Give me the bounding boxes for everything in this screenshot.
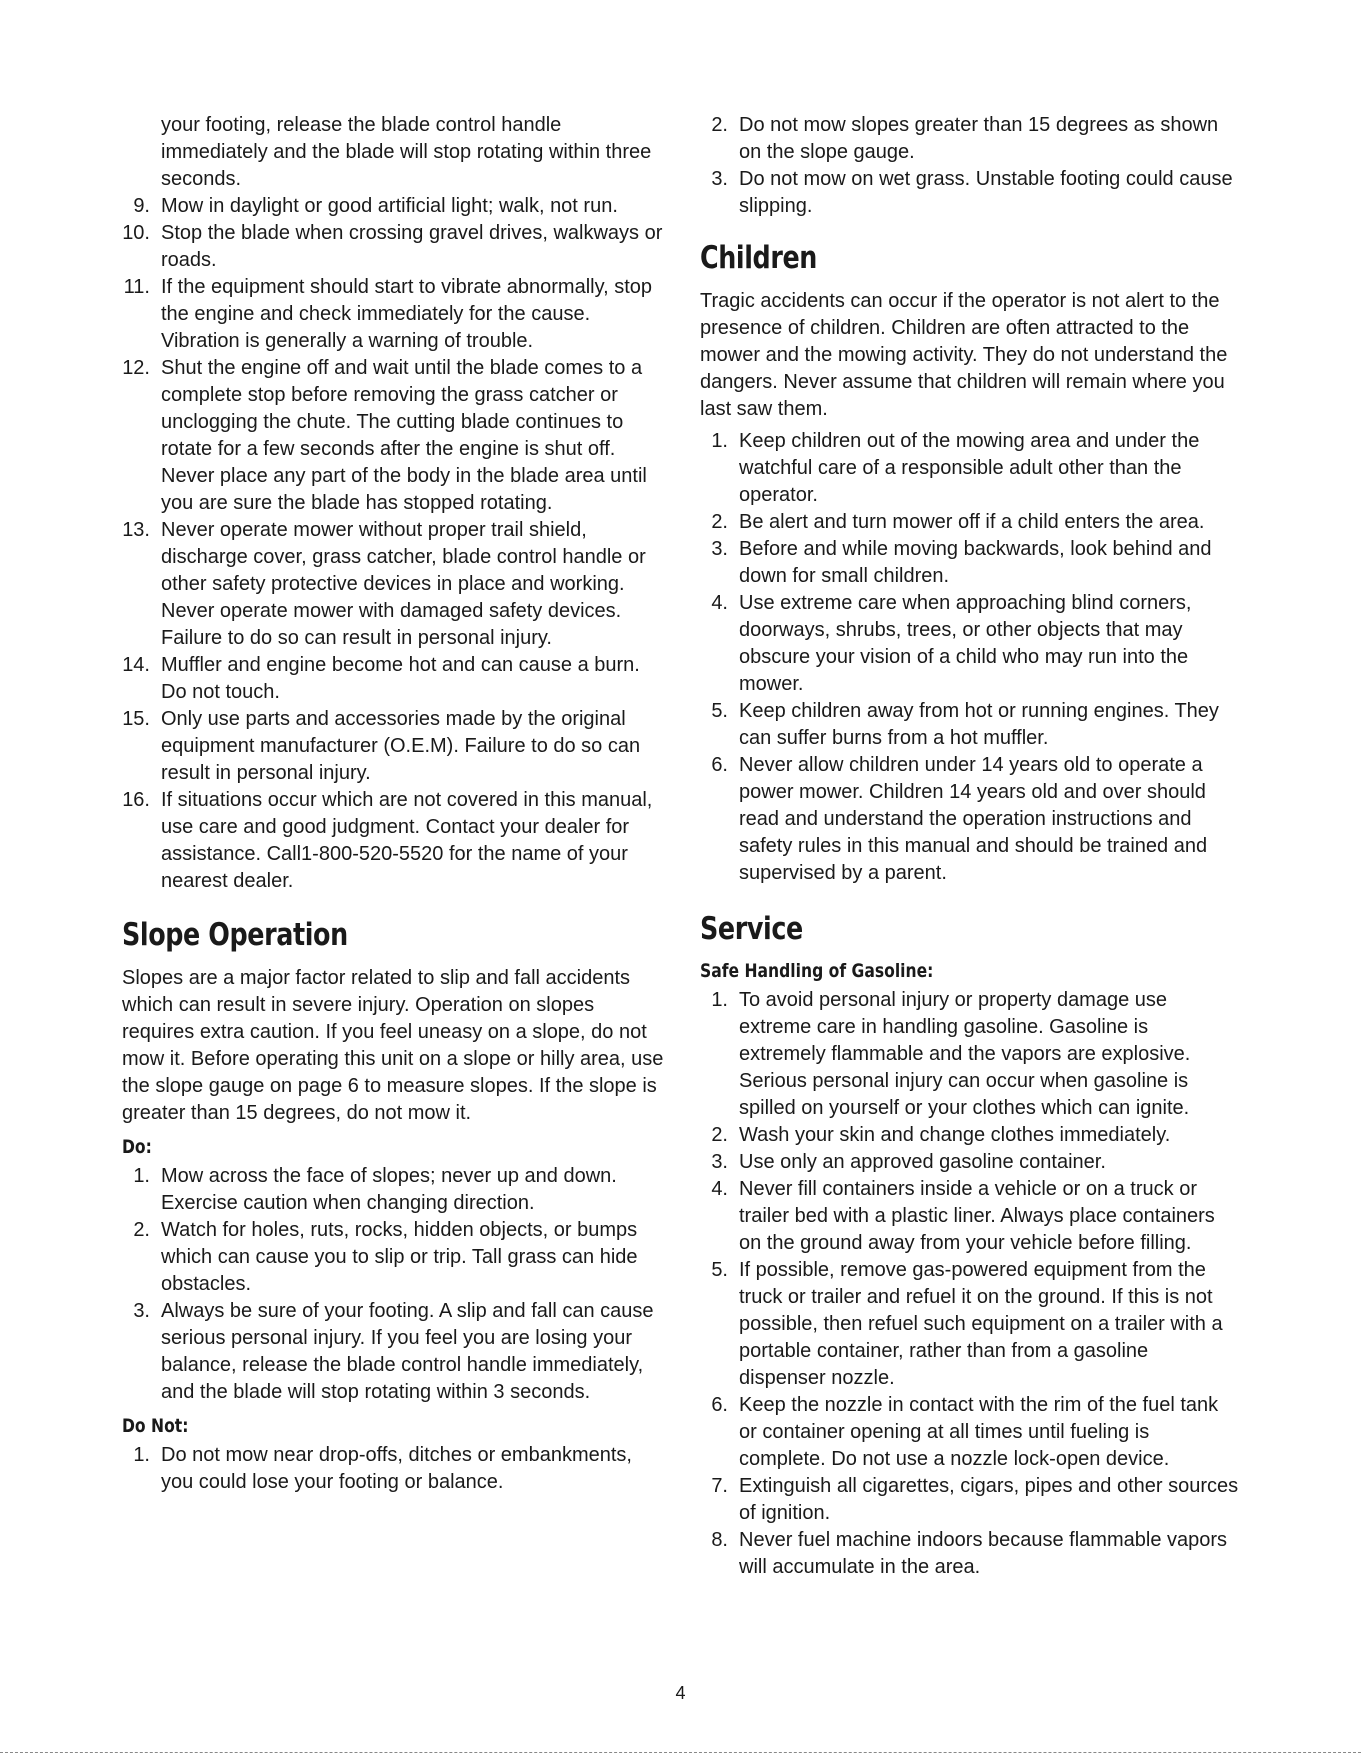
list-item — [700, 987, 1240, 1122]
list-item — [700, 428, 1240, 509]
list-item-text: Extinguish all cigarettes, cigars, pipes and other sources of ignition. — [739, 1475, 1239, 1524]
list-item — [700, 1257, 1240, 1392]
list-item-number: 3. — [711, 168, 728, 190]
list-item-text: Do not mow near drop-offs, ditches or embankments, you could lose your footing or balance. — [161, 1444, 632, 1493]
list-item — [700, 698, 1240, 752]
list-item — [122, 1163, 665, 1217]
slope-operation-heading: Slope Operation — [122, 917, 348, 953]
list-item-number: 15. — [122, 708, 150, 730]
list-item-number: 1. — [133, 1444, 150, 1466]
list-item-text: Mow in daylight or good artificial light; walk, not run. — [161, 195, 618, 217]
list-item-number: 1. — [711, 989, 728, 1011]
list-item-number: 11. — [123, 276, 150, 298]
right-column — [700, 112, 1240, 1581]
list-item — [700, 166, 1240, 220]
list-item — [700, 1149, 1240, 1176]
list-item-number: 12. — [122, 357, 150, 379]
list-item-text: Watch for holes, ruts, rocks, hidden objects, or bumps which can cause you to slip or trip. Tall grass can hide obstacles. — [161, 1219, 638, 1295]
children-heading: Children — [700, 240, 817, 276]
list-item — [700, 112, 1240, 166]
list-item — [122, 355, 665, 517]
list-item-number: 14. — [122, 654, 150, 676]
list-item-text: Do not mow on wet grass. Unstable footing could cause slipping. — [739, 168, 1233, 217]
list-item-text: Never operate mower without proper trail shield, discharge cover, grass catcher, blade control handle or other safety protective devices in place and working. Never operate mower with damaged safety devices. Failure to do so can result in personal injury. — [161, 519, 646, 649]
list-item — [700, 1122, 1240, 1149]
list-item — [700, 1176, 1240, 1257]
list-item — [122, 274, 665, 355]
list-item-text: Keep children out of the mowing area and under the watchful care of a responsible adult other than the operator. — [739, 430, 1200, 506]
list-item — [122, 652, 665, 706]
list-item-text: Keep children away from hot or running engines. They can suffer burns from a hot muffler. — [739, 700, 1219, 749]
do-list — [122, 1163, 665, 1406]
list-item-text: Shut the engine off and wait until the blade comes to a complete stop before removing the grass catcher or unclogging the chute. The cutting blade continues to rotate for a few seconds after the engine is shut off. Never place any part of the body in the blade area until you are sure the blade has stopped rotating. — [161, 357, 647, 514]
list-item-number: 3. — [711, 538, 728, 560]
safety-rules-list — [122, 193, 665, 895]
safety-rules-list-continued — [122, 112, 665, 193]
list-item — [122, 706, 665, 787]
list-item — [700, 590, 1240, 698]
list-item-text: If possible, remove gas-powered equipment from the truck or trailer and refuel it on the ground. If this is not possible, then refuel such equipment on a trailer with a portable container, rather than from a gasoline dispenser nozzle. — [739, 1259, 1223, 1389]
page-number: 4 — [675, 1683, 686, 1703]
list-item-text: If situations occur which are not covered in this manual, use care and good judgment. Contact your dealer for assistance. Call1-800-520-5520 for the name of your nearest dealer. — [161, 789, 653, 892]
list-item-number: 6. — [711, 1394, 728, 1416]
list-item-text: Do not mow slopes greater than 15 degrees as shown on the slope gauge. — [739, 114, 1219, 163]
list-item-number: 2. — [711, 1124, 728, 1146]
list-item-text: Never fill containers inside a vehicle or on a truck or trailer bed with a plastic liner. Always place containers on the ground away from your vehicle before filling. — [739, 1178, 1215, 1254]
list-item-continuation: your footing, release the blade control handle immediately and the blade will stop rotating within three seconds. — [161, 114, 652, 190]
list-item — [700, 1392, 1240, 1473]
list-item-text: Wash your skin and change clothes immediately. — [739, 1124, 1171, 1146]
list-item — [122, 1442, 665, 1496]
slope-operation-intro: Slopes are a major factor related to slip and fall accidents which can result in severe injury. Operation on slopes requires extra caution. If you feel uneasy on a slope, do not mow it. Before operating this unit on a slope or hilly area, use the slope gauge on page 6 to measure slopes. If the slope is greater than 15 degrees, do not mow it. — [122, 967, 664, 1124]
do-heading: Do: — [122, 1136, 152, 1158]
list-item-number: 8. — [711, 1529, 728, 1551]
list-item — [122, 1298, 665, 1406]
left-column — [122, 112, 665, 1496]
service-heading: Service — [700, 911, 803, 947]
do-not-list — [122, 1442, 665, 1496]
list-item — [122, 220, 665, 274]
list-item-text: Use only an approved gasoline container. — [739, 1151, 1106, 1173]
list-item-text: To avoid personal injury or property damage use extreme care in handling gasoline. Gasoline is extremely flammable and the vapors are explosive. Serious personal injury can occur when gasoline is spilled on yourself or your clothes which can ignite. — [739, 989, 1191, 1119]
list-item-number: 2. — [133, 1219, 150, 1241]
list-item-text: Never allow children under 14 years old to operate a power mower. Children 14 years old and over should read and understand the operation instructions and safety rules in this manual and should be trained and supervised by a parent. — [739, 754, 1208, 884]
list-item-number: 1. — [133, 1165, 150, 1187]
list-item-text: Never fuel machine indoors because flammable vapors will accumulate in the area. — [739, 1529, 1228, 1578]
list-item-number: 16. — [122, 789, 150, 811]
list-item — [122, 1217, 665, 1298]
list-item-text: Be alert and turn mower off if a child enters the area. — [739, 511, 1205, 533]
list-item-number: 3. — [711, 1151, 728, 1173]
list-item-number: 4. — [711, 592, 728, 614]
list-item-number: 10. — [122, 222, 150, 244]
list-item-number: 1. — [711, 430, 728, 452]
list-item-number: 3. — [133, 1300, 150, 1322]
list-item-number: 9. — [133, 195, 150, 217]
list-item-text: Keep the nozzle in contact with the rim of the fuel tank or container opening at all times until fueling is complete. Do not use a nozzle lock-open device. — [739, 1394, 1219, 1470]
list-item — [122, 517, 665, 652]
list-item-text: Use extreme care when approaching blind corners, doorways, shrubs, trees, or other objects that may obscure your vision of a child who may run into the mower. — [739, 592, 1192, 695]
list-item-number: 5. — [711, 700, 728, 722]
list-item-text: Always be sure of your footing. A slip and fall can cause serious personal injury. If you feel you are losing your balance, release the blade control handle immediately, and the blade will stop rotating within 3 seconds. — [161, 1300, 654, 1403]
do-not-list-continued — [700, 112, 1240, 220]
list-item-text: Only use parts and accessories made by the original equipment manufacturer (O.E.M). Failure to do so can result in personal injury. — [161, 708, 641, 784]
list-item-number: 7. — [711, 1475, 728, 1497]
list-item-text: Mow across the face of slopes; never up and down. Exercise caution when changing direction. — [161, 1165, 617, 1214]
list-item — [700, 1473, 1240, 1527]
bottom-divider — [0, 1752, 1361, 1753]
list-item — [700, 509, 1240, 536]
list-item-text: If the equipment should start to vibrate abnormally, stop the engine and check immediately for the cause. Vibration is generally a warning of trouble. — [161, 276, 653, 352]
list-item — [700, 752, 1240, 887]
list-item-number: 13. — [122, 519, 150, 541]
do-not-heading: Do Not: — [122, 1415, 189, 1437]
children-list — [700, 428, 1240, 887]
list-item — [122, 193, 665, 220]
list-item-text: Stop the blade when crossing gravel drives, walkways or roads. — [161, 222, 663, 271]
list-item-number: 2. — [711, 114, 728, 136]
list-item — [700, 1527, 1240, 1581]
list-item — [122, 787, 665, 895]
list-item-number: 4. — [711, 1178, 728, 1200]
safe-handling-gasoline-heading: Safe Handling of Gasoline: — [700, 960, 934, 982]
list-item-text: Before and while moving backwards, look behind and down for small children. — [739, 538, 1212, 587]
list-item — [700, 536, 1240, 590]
list-item-number: 2. — [711, 511, 728, 533]
list-item-text: Muffler and engine become hot and can cause a burn. Do not touch. — [161, 654, 640, 703]
children-intro: Tragic accidents can occur if the operator is not alert to the presence of children. Children are often attracted to the mower and the mowing activity. They do not understand the dangers. Never assume that children will remain where you last saw them. — [700, 290, 1228, 420]
list-item-number: 5. — [711, 1259, 728, 1281]
gasoline-list — [700, 987, 1240, 1581]
list-item-number: 6. — [711, 754, 728, 776]
